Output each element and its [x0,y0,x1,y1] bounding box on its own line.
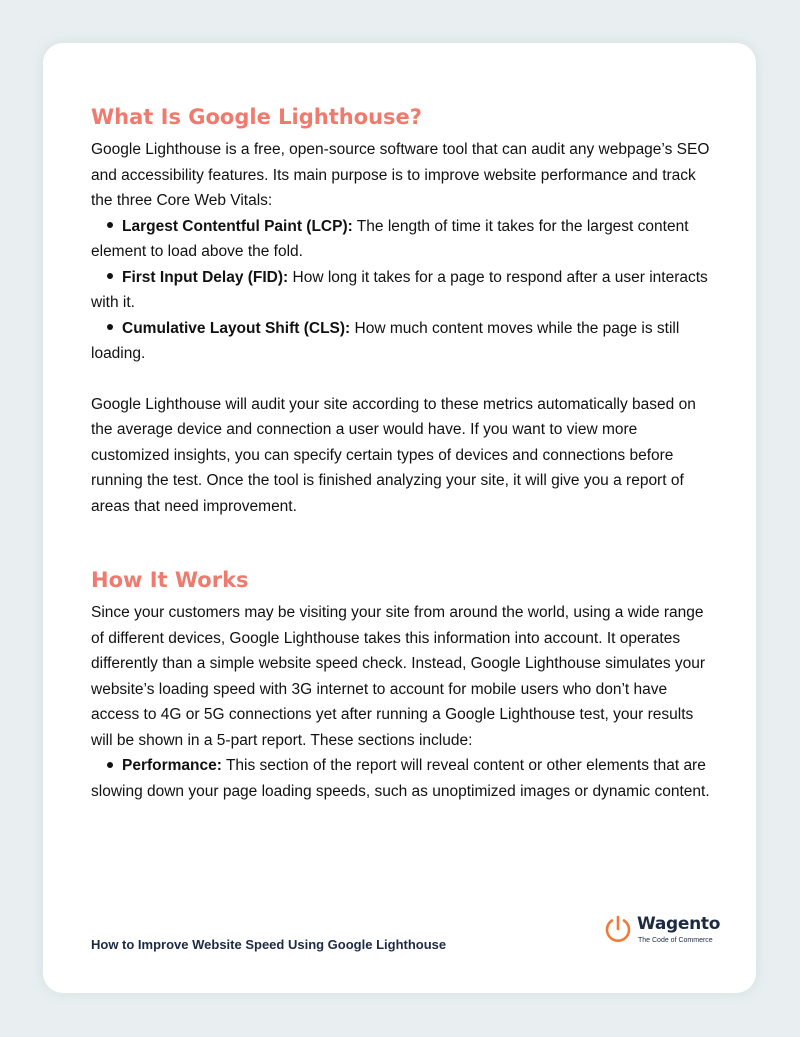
list-item-lcp [91,214,717,265]
desc-performance: This section of the report will reveal content or other elements that are slowing down your page loading speeds, such as unoptimized images or dynamic content. [91,757,710,800]
wagento-power-icon [603,914,633,944]
list-item-cls [91,316,717,367]
footer-title: How to Improve Website Speed Using Google Lighthouse [91,937,447,952]
desc-cls: How much content moves while the page is still loading. [91,319,680,362]
section-heading-what-is: What Is Google Lighthouse? [91,105,422,129]
report-sections-list [91,753,717,804]
what-is-outro: Google Lighthouse will audit your site according to these metrics automatically based on the average device and connection a user would have. If you want to view more customized insights, you can specify certain types of devices and connections before running the test. Once the tool is finished analyzing your site, it will give you a report of areas that need improvement. [91,395,696,515]
term-lcp: Largest Contentful Paint (LCP): [122,217,353,235]
term-fid: First Input Delay (FID): [122,268,289,286]
term-cls: Cumulative Layout Shift (CLS): [122,319,351,337]
logo-name: Wagento [637,914,721,934]
how-it-works-intro: Since your customers may be visiting your site from around the world, using a wide range of different devices, Google Lighthouse takes this information into account. It operates differently than a simple website speed check. Instead, Google Lighthouse simulates your website’s loading speed with 3G internet to account for mobile users who don’t have access to 4G or 5G connections yet after running a Google Lighthouse test, your results will be shown in a 5-part report. These sections include: [91,604,706,749]
term-performance: Performance: [122,757,222,774]
bullet-dot [107,222,113,228]
page-card [43,43,756,993]
what-is-intro: Google Lighthouse is a free, open-source software tool that can audit any webpage’s SEO and accessibility features. Its main purpose is to improve website performance and track the three Core Web Vitals: [91,141,710,209]
article-body [91,101,717,804]
desc-fid: How long it takes for a page to respond after a user interacts with it. [91,268,708,311]
list-item-fid [91,265,717,316]
wagento-logo [601,911,721,953]
bullet-dot [107,273,113,279]
list-item-performance [91,753,717,804]
bullet-dot [107,762,113,768]
core-web-vitals-list [91,214,717,367]
desc-lcp: The length of time it takes for the largest content element to load above the fold. [91,217,689,260]
logo-tagline: The Code of Commerce [638,937,713,944]
section-heading-how-it-works: How It Works [91,568,249,592]
bullet-dot [107,324,113,330]
